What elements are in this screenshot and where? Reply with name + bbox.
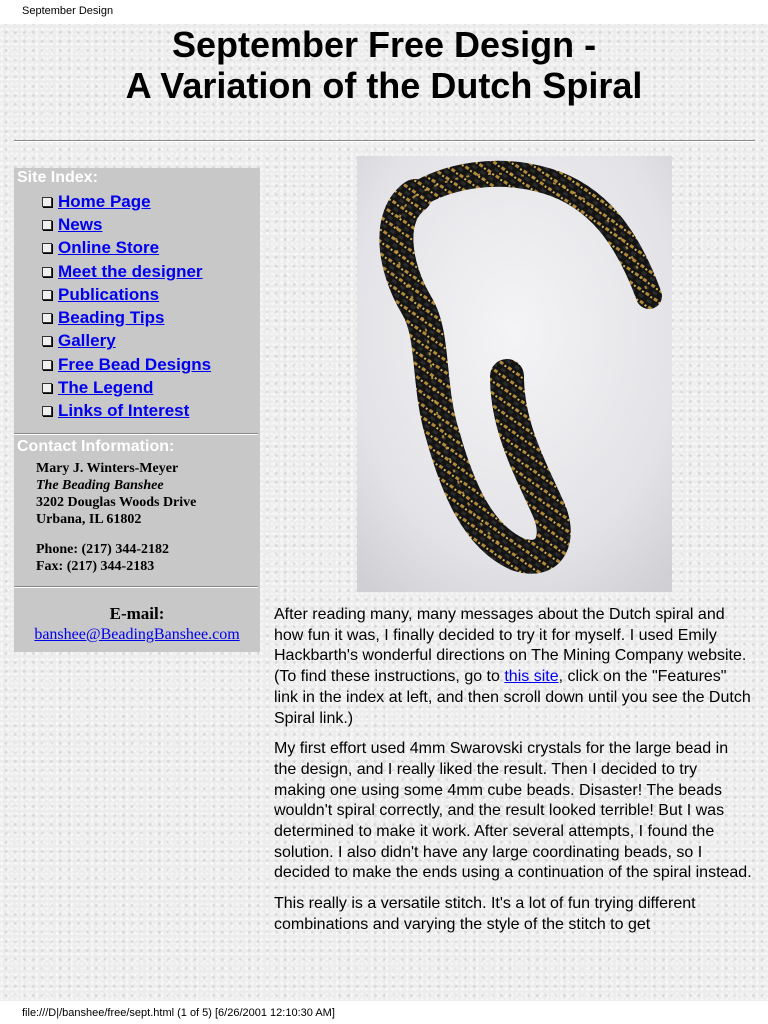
contact-name: Mary J. Winters-Meyer bbox=[36, 461, 179, 476]
bullet-box-icon bbox=[42, 197, 52, 207]
print-header bbox=[0, 0, 768, 24]
sidebar-divider bbox=[14, 586, 258, 588]
bullet-box-icon bbox=[42, 290, 52, 300]
sidebar bbox=[14, 168, 260, 652]
contact-info-header: Contact Information: bbox=[17, 438, 175, 455]
nav-link-online-store[interactable]: Online Store bbox=[58, 238, 160, 258]
print-header-title: September Design bbox=[22, 5, 114, 17]
nav-link-news[interactable]: News bbox=[58, 214, 103, 234]
nav-item-legend bbox=[42, 376, 211, 399]
bullet-box-icon bbox=[42, 406, 52, 416]
this-site-link[interactable]: this site bbox=[504, 668, 559, 686]
contact-details bbox=[36, 460, 196, 575]
page-title bbox=[0, 24, 768, 106]
bullet-box-icon bbox=[42, 383, 52, 393]
nav-link-the-legend[interactable]: The Legend bbox=[58, 378, 154, 398]
nav-item-links bbox=[42, 400, 211, 423]
article-paragraph-2: My first effort used 4mm Swarovski crystals for the large bead in the design, and I really liked the result. Then I decided to try making one using some 4mm cube beads. Disaster! The beads wouldn't spiral correctly, and the result looked terrible! But I was determined to make it work. After several attempts, I found the solution. I also didn't have any large coordinating beads, so I decided to make the ends using a continuation of the spiral instead. bbox=[274, 740, 752, 882]
nav-item-home bbox=[42, 190, 211, 213]
article-body bbox=[274, 605, 752, 946]
article-paragraph-1-text-b: , click on the "Features" link in the index at left, and then scroll down until you see the Dutch Spiral link.) bbox=[274, 668, 751, 727]
nav-item-free-designs bbox=[42, 353, 211, 376]
sidebar-divider bbox=[14, 433, 258, 435]
print-footer-path: file:///D|/banshee/free/sept.html (1 of 5) [6/26/2001 12:10:30 AM] bbox=[22, 1007, 335, 1019]
nav-link-publications[interactable]: Publications bbox=[58, 284, 160, 304]
site-index-header: Site Index: bbox=[17, 169, 98, 186]
contact-business: The Beading Banshee bbox=[36, 478, 164, 493]
contact-fax: Fax: (217) 344-2183 bbox=[36, 559, 155, 574]
email-label: E-mail: bbox=[109, 604, 165, 623]
nav-link-gallery[interactable]: Gallery bbox=[58, 331, 116, 351]
bullet-box-icon bbox=[42, 360, 52, 370]
nav-item-tips bbox=[42, 306, 211, 329]
bullet-box-icon bbox=[42, 336, 52, 346]
contact-phone: Phone: (217) 344-2182 bbox=[36, 542, 169, 557]
contact-street: 3202 Douglas Woods Drive bbox=[36, 495, 197, 510]
site-index-nav bbox=[42, 190, 211, 423]
horizontal-rule bbox=[14, 140, 755, 142]
nav-item-store bbox=[42, 237, 211, 260]
bullet-box-icon bbox=[42, 313, 52, 323]
nav-item-publications bbox=[42, 283, 211, 306]
nav-link-free-bead-designs[interactable]: Free Bead Designs bbox=[58, 354, 212, 374]
print-footer bbox=[0, 1001, 768, 1024]
nav-item-news bbox=[42, 213, 211, 236]
page-title-line-1: September Free Design - bbox=[171, 24, 597, 65]
nav-link-links-of-interest[interactable]: Links of Interest bbox=[58, 401, 190, 421]
bullet-box-icon bbox=[42, 243, 52, 253]
nav-item-designer bbox=[42, 260, 211, 283]
email-link[interactable]: banshee@BeadingBanshee.com bbox=[34, 626, 240, 643]
article-paragraph-1-text-a: After reading many, many messages about the Dutch spiral and how fun it was, I finally decided to try it for myself. I used Emily Hackbarth's wonderful directions on The Mining Company website. (To find these instructions, go to bbox=[274, 606, 747, 686]
bullet-box-icon bbox=[42, 220, 52, 230]
bullet-box-icon bbox=[42, 267, 52, 277]
page-title-line-2: A Variation of the Dutch Spiral bbox=[125, 65, 643, 106]
nav-link-meet-designer[interactable]: Meet the designer bbox=[58, 261, 203, 281]
article-paragraph-3: This really is a versatile stitch. It's a lot of fun trying different combinations and varying the style of the stitch to get bbox=[274, 895, 696, 933]
article-paragraph-1 bbox=[274, 605, 752, 729]
nav-link-home-page[interactable]: Home Page bbox=[58, 191, 151, 211]
contact-city: Urbana, IL 61802 bbox=[36, 512, 142, 527]
nav-item-gallery bbox=[42, 330, 211, 353]
dutch-spiral-necklace-photo bbox=[357, 156, 672, 592]
nav-link-beading-tips[interactable]: Beading Tips bbox=[58, 308, 165, 328]
